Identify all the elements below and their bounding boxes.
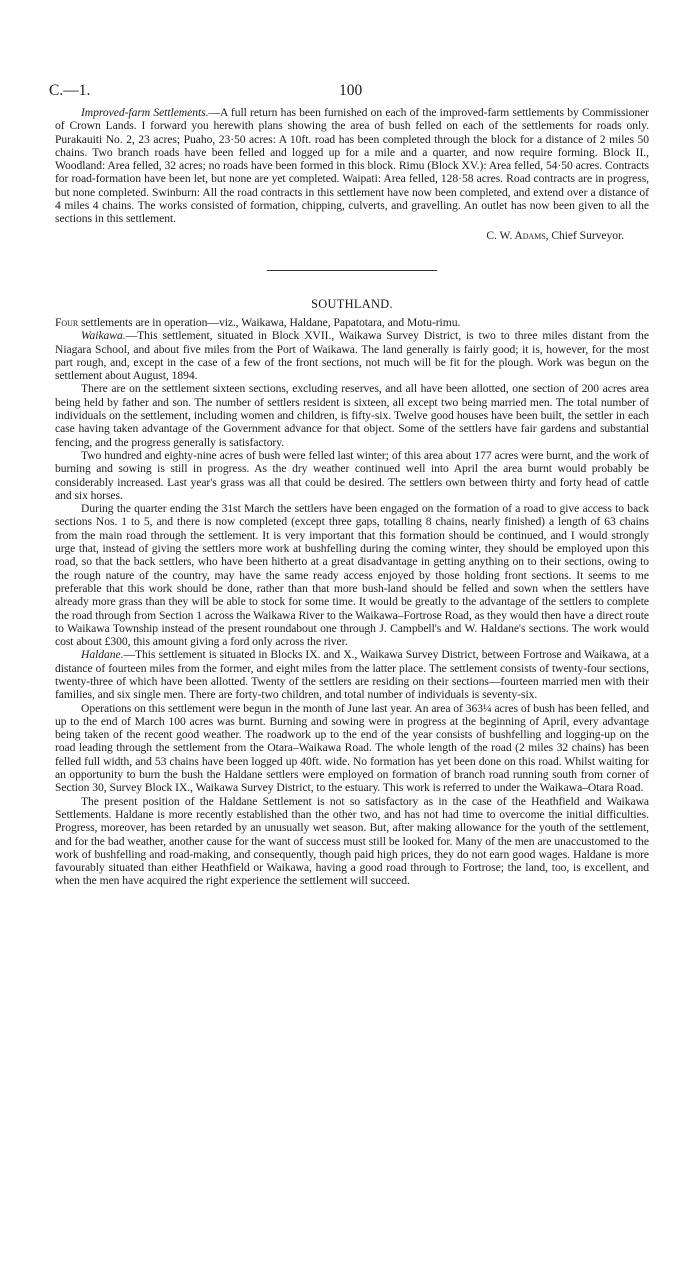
waikawa-lead: Waikawa. bbox=[81, 329, 126, 343]
page-number: 100 bbox=[339, 82, 363, 99]
intro-lead: Four bbox=[55, 315, 79, 329]
waikawa-paragraph-4: During the quarter ending the 31st March the settlers have been engaged on the formation of a road to give access to back sections Nos. 1 to 5, and there is now completed (except three gaps, totalling 8 chains, nearly finished) a length of 63 chains from the main road through the settlement. It is very important that this formation should be continued, and I would strongly urge that, instead of giving the settlers more work at bushfelling during the coming winter, they should be employed upon this road, so that the back settlers, who have been hitherto at a great disadvantage in getting anything on to their sections, owing to the rough nature of the country, may have the same ready access enjoyed by those holding front sections. It seems to me preferable that this work should be done, rather than that more bush-land should be felled and sown when the settlers have already more grass than they will be able to stock for some time. It would be greatly to the advantage of the settlers to complete the road through from Section 1 across the Waikawa River to the Waikawa–Fortrose Road, as they would then have a direct route to Waikawa Township instead of the present roundabout one through J. Campbell's and W. Haldane's sections. The work would cost about £300, this amount giving a ford only across the river. bbox=[55, 502, 649, 649]
haldane-paragraph-2: Operations on this settlement were begun in the month of June last year. An area of 363¼ acres of bush has been felled, and up to the end of March 100 acres was burnt. Burning and sowing were in progress at the beginning of April, every advantage being taken of the recent good weather. The roadwork up to the end of the year consists of bushfelling and logging-up on the road leading through the settlement from the Otara–Waikawa Road. The whole length of the road (2 miles 32 chains) has been felled full width, and 53 chains have been logged up 40ft. wide. No formation has yet been done on this road. Whilst waiting for an opportunity to burn the bush the Haldane settlers were employed on formation of branch road running south from corner of Section 30, Survey Block IX., Waikawa Survey District, to the estuary. This work is referred to under the Waikawa–Otara Road. bbox=[55, 701, 649, 795]
southland-section bbox=[55, 316, 649, 888]
haldane-paragraph-3: The present position of the Haldane Settlement is not so satisfactory as in the case of the Heathfield and Waikawa Settlements. Haldane is more recently established than the other two, and has not had time to overcome the initial difficulties. Progress, moreover, has been retarded by an unusually wet season. But, after making allowance for the youth of the settlement, and for the bad weather, another cause for the want of success must still be looked for. Many of the men are unaccustomed to the work of bushfelling and road-making, and consequently, though paid high prices, they do not earn good wages. Haldane is more favourably situated than either Heathfield or Waikawa, having a good road through to Fortrose; the land, too, is excellent, and when the men have acquired the right experience the settlement will succeed. bbox=[55, 794, 649, 888]
waikawa-paragraph-2: There are on the settlement sixteen sections, excluding reserves, and all have been allotted, one section of 200 acres area being held by father and son. The number of settlers resident is sixteen, all except two being married men. The total number of individuals on the settlement, including women and children, is fifty-six. Twelve good houses have been built, the settler in each case having taken advantage of the Government advance for that object. Some of the settlers have fair gardens and substantial fencing, and the progress generally is satisfactory. bbox=[55, 382, 649, 449]
parliamentary-paper-code: C.—1. bbox=[49, 82, 91, 99]
improved-farm-paragraph bbox=[55, 106, 649, 226]
southland-heading: SOUTHLAND. bbox=[311, 296, 393, 311]
improved-farm-section bbox=[55, 106, 649, 242]
intro-text: settlements are in operation—viz., Waikawa, Haldane, Papatotara, and Motu-rimu. bbox=[78, 315, 461, 329]
signature-title: , Chief Surveyor. bbox=[545, 228, 624, 242]
waikawa-paragraph-3: Two hundred and eighty-nine acres of bush were felled last winter; of this area about 177 acres were burnt, and the work of burning and sowing is still in progress. As the dry weather continued well into April the area burnt would probably be considerably increased. Last year's grass was all that could be desired. The settlers own between thirty and forty head of cattle and six horses. bbox=[55, 448, 649, 502]
haldane-paragraph-1 bbox=[55, 648, 649, 701]
signature-name: C. W. Adams bbox=[486, 228, 546, 242]
waikawa-text-1: —This settlement, situated in Block XVII., Waikawa Survey District, is two to three miles distant from the Niagara School, and about five miles from the Port of Waikawa. The land generally is fairly good; it is, however, for the most part rough, and, except in the case of a few of the front sections, not much will be fit for the plough. Work was begun on the settlement about August, 1894. bbox=[55, 329, 649, 383]
haldane-text-1: —This settlement is situated in Blocks IX. and X., Waikawa Survey District, between Fortrose and Waikawa, at a distance of fourteen miles from the former, and eight miles from the latter place. The settlement consists of twenty-four sections, twenty-three of which have been allotted. Twenty of the settlers are residing on their sections—fourteen married men with their families, and six single men. There are forty-two children, and total number of individuals is seventy-six. bbox=[55, 648, 649, 702]
improved-farm-text: —A full return has been furnished on each of the improved-farm settlements by Commissioner of Crown Lands. I forward you herewith plans showing the area of bush felled on each of the settlements for roads only. Purakauiti No. 2, 23 acres; Puaho, 23·50 acres: A 10ft. road has been completed through the block for a distance of 2 miles 50 chains. Two branch roads have been felled and logged up for a mile and a quarter, and now require forming. Block II., Woodland: Area felled, 32 acres; no roads have been formed in this block. Rimu (Block XV.): Area felled, 54·50 acres. Contracts for road-formation have been let, but none are yet completed. Waipati: Area felled, 128·58 acres. Road contracts are in progress, but none completed. Swinburn: All the road contracts in this settlement have now been completed, and extend over a distance of 4 miles 4 chains. The works consisted of formation, chipping, culverts, and gravelling. An outlet has now been given to all the sections in this settlement. bbox=[55, 106, 649, 226]
waikawa-paragraph-1 bbox=[55, 329, 649, 382]
section-divider bbox=[267, 270, 437, 271]
southland-intro bbox=[55, 316, 649, 329]
haldane-lead: Haldane. bbox=[81, 648, 124, 662]
page-header bbox=[49, 82, 649, 106]
improved-farm-lead: Improved-farm Settlements. bbox=[81, 106, 209, 119]
signature bbox=[55, 229, 624, 242]
document-page bbox=[49, 82, 649, 888]
